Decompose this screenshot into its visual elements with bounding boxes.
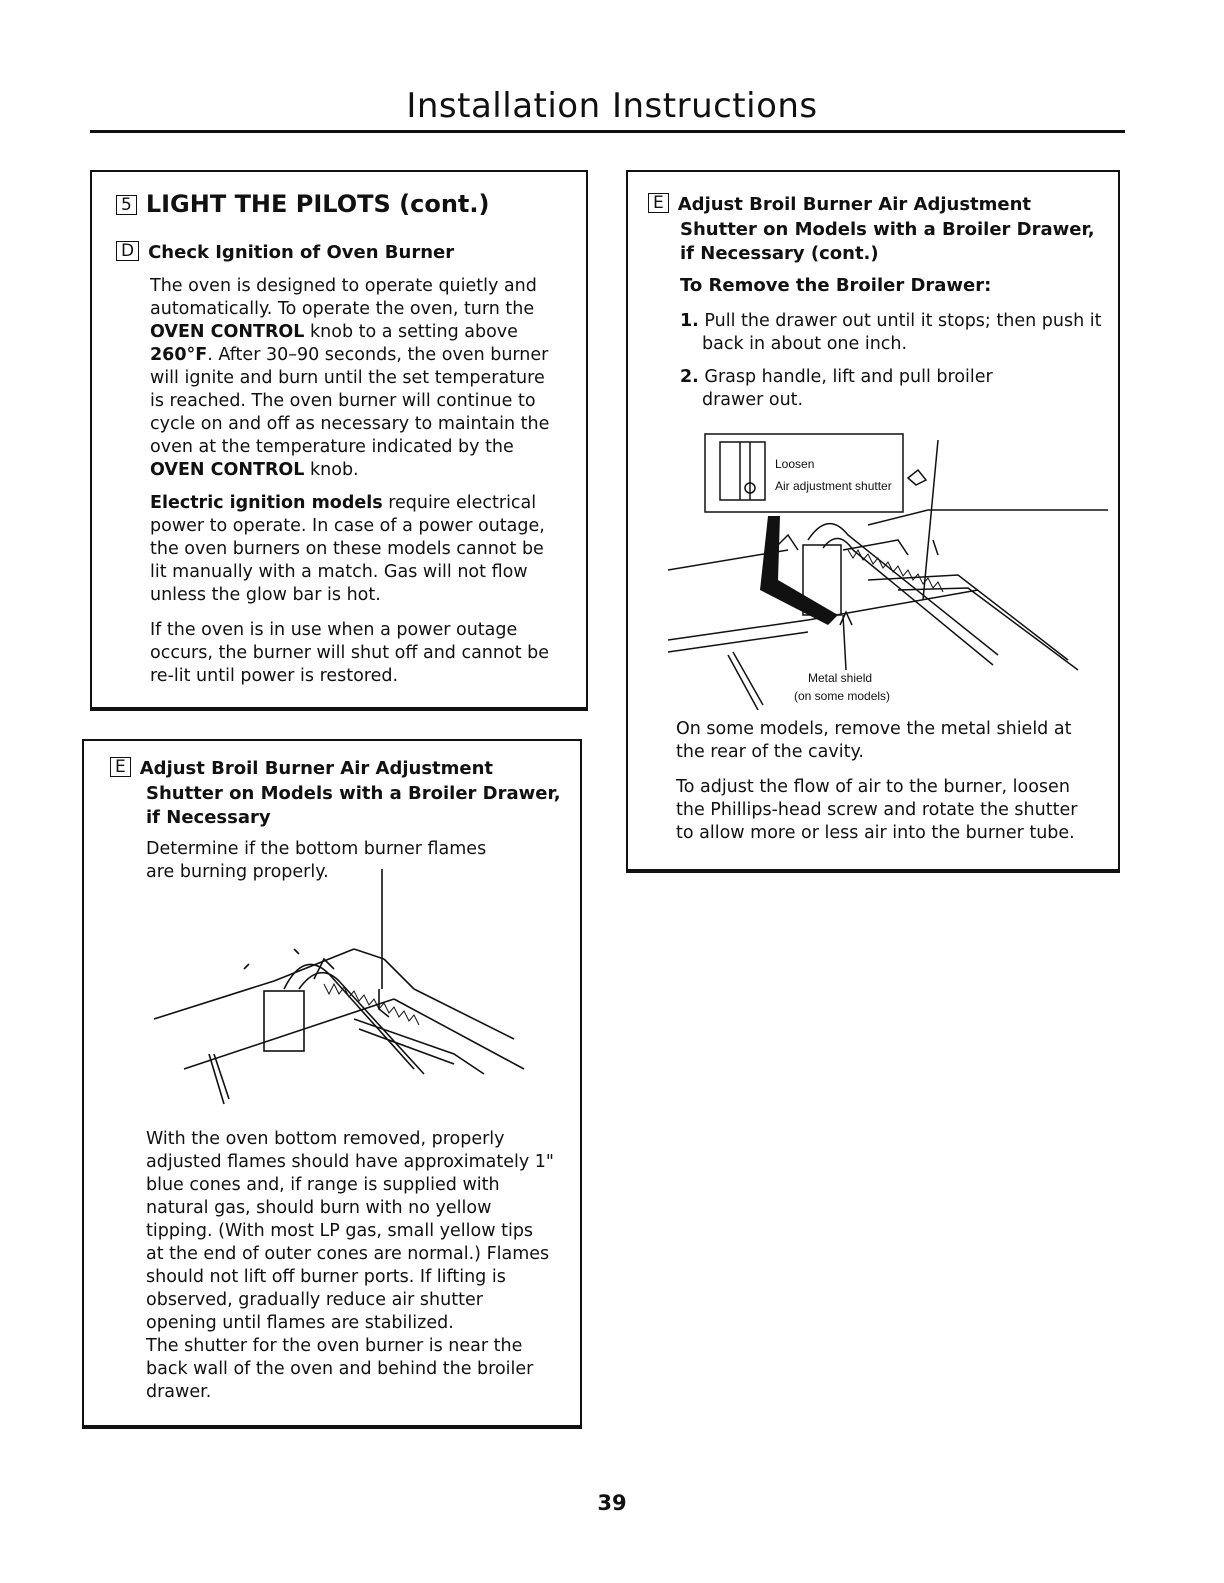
air-shutter-label: Air adjustment shutter bbox=[775, 479, 892, 493]
adjust-cont-heading-line2: Shutter on Models with a Broiler Drawer, bbox=[680, 219, 1095, 240]
section-tag: 5 bbox=[116, 195, 137, 215]
adjust-intro: Determine if the bottom burner flames are burning properly. bbox=[146, 839, 487, 882]
adjust-heading-line3: if Necessary bbox=[146, 807, 271, 828]
metal-shield-label: Metal shield bbox=[808, 671, 873, 685]
subsection-tag: D bbox=[116, 241, 139, 261]
metal-shield-paragraph: On some models, remove the metal shield at the rear of the cavity. bbox=[676, 719, 1072, 762]
adjust-cont-heading-line3: if Necessary (cont.) bbox=[680, 243, 879, 264]
ignition-paragraph-3: If the oven is in use when a power outage occurs, the burner will shut off and cannot be re-lit until power is restored. bbox=[150, 620, 549, 686]
metal-shield-note: (on some models) bbox=[794, 689, 891, 703]
shutter-location-paragraph: The shutter for the oven burner is near the back wall of the oven and behind the broiler drawer. bbox=[146, 1336, 534, 1402]
page-number: 39 bbox=[597, 1491, 627, 1515]
loosen-label: Loosen bbox=[775, 457, 815, 471]
ignition-paragraph-2: Electric ignition models require electrical power to operate. In case of a power outage, the oven burners on these models cannot be lit manually with a match. Gas will not flow unless the glow bar is hot. bbox=[150, 493, 545, 605]
oven-burner-illustration bbox=[154, 869, 534, 1109]
step-1: 1. Pull the drawer out until it stops; then push it back in about one inch. bbox=[680, 311, 1102, 354]
title-rule bbox=[90, 130, 1125, 133]
adjust-heading-line2: Shutter on Models with a Broiler Drawer, bbox=[146, 783, 561, 804]
section-tag: E bbox=[648, 193, 669, 213]
section-heading: 5 LIGHT THE PILOTS (cont.) bbox=[116, 190, 489, 218]
adjust-cont-heading: E Adjust Broil Burner Air Adjustment bbox=[648, 192, 1031, 217]
adjust-flow-paragraph: To adjust the flow of air to the burner, loosen the Phillips-head screw and rotate the shutter to allow more or less air into the burner tube. bbox=[676, 777, 1078, 843]
broiler-shutter-illustration bbox=[668, 430, 1108, 710]
section-tag: E bbox=[110, 757, 131, 777]
light-pilots-box bbox=[90, 170, 588, 711]
flame-paragraph: With the oven bottom removed, properly adjusted flames should have approximately 1" blue cones and, if range is supplied with natural gas, should burn with no yellow tipping. (With most LP gas, small yellow tips at the end of outer cones are normal.) Flames should not lift off burner ports. If lifting is observed, gradually reduce air shutter opening until flames are stabilized. bbox=[146, 1129, 554, 1333]
subsection-heading: D Check Ignition of Oven Burner bbox=[116, 240, 454, 265]
adjust-heading: E Adjust Broil Burner Air Adjustment bbox=[110, 756, 493, 781]
remove-drawer-heading: To Remove the Broiler Drawer: bbox=[680, 275, 992, 296]
adjust-shutter-cont-box bbox=[626, 170, 1120, 873]
ignition-paragraph-1: The oven is designed to operate quietly and automatically. To operate the oven, turn the OVEN CONTROL knob to a setting above 260°F. After 30–90 seconds, the oven burner will ignite and burn until the set temperature is reached. The oven burner will continue to cycle on and off as necessary to maintain the oven at the temperature indicated by the OVEN CONTROL knob. bbox=[150, 276, 550, 480]
step-2: 2. Grasp handle, lift and pull broiler drawer out. bbox=[680, 367, 993, 410]
page-title: Installation Instructions bbox=[406, 86, 818, 126]
adjust-shutter-box bbox=[82, 739, 582, 1429]
